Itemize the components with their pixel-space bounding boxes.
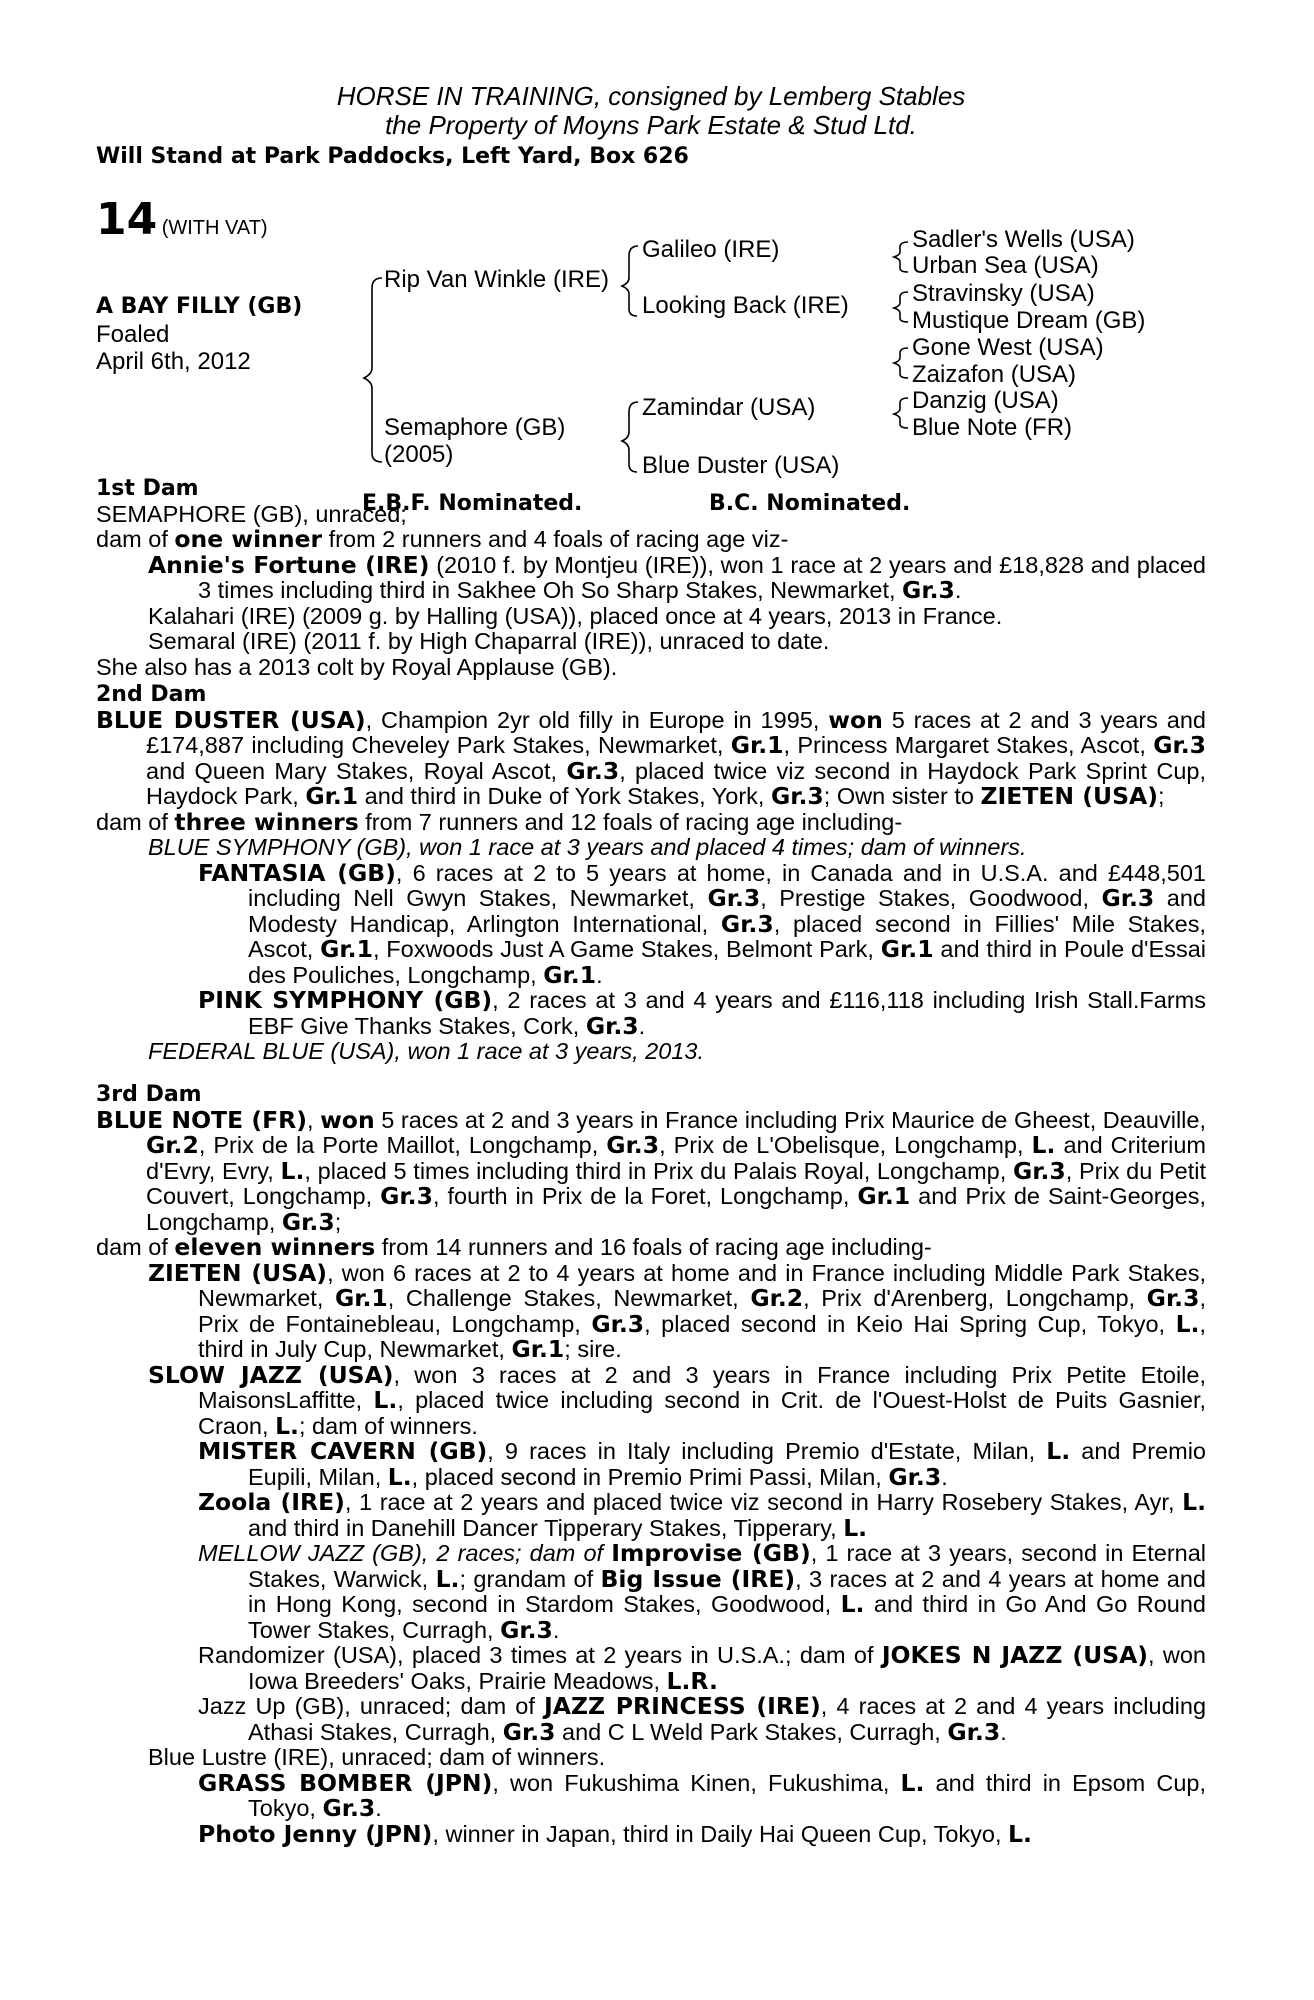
produce-zoola: Zoola (IRE), 1 race at 2 years and placed twice viz second in Harry Rosebery Stakes, Ayr, L. and third in Danehill Dancer Tipperary Stakes, Tipperary, L. — [198, 1488, 1206, 1542]
produce-blue-lustre: Blue Lustre (IRE), unraced; dam of winners. — [148, 1744, 606, 1770]
produce-2013-colt: She also has a 2013 colt by Royal Applause (GB). — [96, 653, 618, 680]
second-dam-record: BLUE DUSTER (USA), Champion 2yr old filly in Europe in 1995, won 5 races at 2 and 3 years and £174,887 including Cheveley Park Stakes, Newmarket, Gr.1, Princess Margaret Stakes, Ascot, Gr.3 and Queen Mary Stakes, Royal Ascot, Gr.3, placed twice viz second in Haydock Park Sprint Cup, Haydock Park, Gr.1 and third in Duke of York Stakes, York, Gr.3; Own sister to ZIETEN (USA); — [96, 705, 1206, 810]
vat-note: (WITH VAT) — [161, 217, 268, 239]
header-line-2: the Property of Moyns Park Estate & Stud Ltd. — [385, 110, 917, 140]
third-dam-produce-summary: dam of eleven winners from 14 runners and 16 foals of racing age including- — [96, 1233, 932, 1261]
bracket-zamindar — [894, 348, 908, 378]
catalogue-page — [96, 81, 1207, 1848]
foaled-date: April 6th, 2012 — [96, 348, 251, 375]
dam-year: (2005) — [384, 441, 454, 468]
bracket-dam-parents — [622, 402, 638, 472]
third-dam-record: BLUE NOTE (FR), won 5 races at 2 and 3 years in France including Prix Maurice de Gheest, Deauville, Gr.2, Prix de la Porte Maillot, Longchamp, Gr.3, Prix de L'Obelisque, Longchamp, L. and Criterium d'Evry, Evry, L., placed 5 times including third in Prix du Palais Royal, Longchamp, Gr.3, Prix du Petit Couvert, Longchamp, Gr.3, fourth in Prix de la Foret, Longchamp, Gr.1 and Prix de Saint-Georges, Longchamp, Gr.3; — [96, 1105, 1206, 1236]
produce-federal-blue: FEDERAL BLUE (USA), won 1 race at 3 years, 2013. — [148, 1038, 704, 1064]
ebf-nominated: E.B.F. Nominated. — [362, 491, 583, 516]
produce-pink-symphony: PINK SYMPHONY (GB), 2 races at 3 and 4 years and £116,118 including Irish Stall.Farms EBF Give Thanks Stakes, Cork, Gr.3. — [198, 986, 1206, 1040]
produce-jazz-up: Jazz Up (GB), unraced; dam of JAZZ PRINCESS (IRE), 4 races at 2 and 4 years including Athasi Stakes, Curragh, Gr.3 and C L Weld Park Stakes, Curragh, Gr.3. — [198, 1692, 1207, 1746]
produce-mellow-jazz: MELLOW JAZZ (GB), 2 races; dam of Improvise (GB), 1 race at 3 years, second in Eternal Stakes, Warwick, L.; grandam of Big Issue (IRE), 3 races at 2 and 4 years at home and in Hong Kong, second in Stardom Stakes, Goodwood, L. and third in Go And Go Round Tower Stakes, Curragh, Gr.3. — [198, 1539, 1207, 1644]
sire-dam: Looking Back (IRE) — [642, 292, 849, 319]
produce-semaral: Semaral (IRE) (2011 f. by High Chaparral (IRE)), unraced to date. — [148, 628, 830, 654]
produce-mister-cavern: MISTER CAVERN (GB), 9 races in Italy including Premio d'Estate, Milan, L. and Premio Eupili, Milan, L., placed second in Premio Primi Passi, Milan, Gr.3. — [198, 1437, 1206, 1491]
bc-nominated: B.C. Nominated. — [709, 491, 911, 516]
bracket-sire-parents — [622, 246, 638, 316]
first-dam-heading: 1st Dam — [96, 476, 199, 501]
bracket-parents — [364, 278, 382, 462]
produce-fantasia: FANTASIA (GB), 6 races at 2 to 5 years at home, in Canada and in U.S.A. and £448,501 including Nell Gwyn Stakes, Newmarket, Gr.3, Prestige Stakes, Goodwood, Gr.3 and Modesty Handicap, Arlington International, Gr.3, placed second in Fillies' Mile Stakes, Ascot, Gr.1, Foxwoods Just A Game Stakes, Belmont Park, Gr.1 and third in Poule d'Essai des Pouliches, Longchamp, Gr.1. — [198, 858, 1207, 989]
sire: Rip Van Winkle (IRE) — [384, 266, 609, 293]
bracket-looking-back — [894, 292, 908, 322]
bracket-blue-duster — [894, 398, 908, 428]
second-dam-section — [96, 682, 1206, 1065]
produce-zieten: ZIETEN (USA), won 6 races at 2 to 4 years at home and in France including Middle Park Stakes, Newmarket, Gr.1, Challenge Stakes, Newmarket, Gr.2, Prix d'Arenberg, Longchamp, Gr.3, Prix de Fontainebleau, Longchamp, Gr.3, placed second in Keio Hai Spring Cup, Tokyo, L., third in July Cup, Newmarket, Gr.1; sire. — [148, 1258, 1207, 1363]
dam: Semaphore (GB) — [384, 414, 566, 441]
produce-grass-bomber: GRASS BOMBER (JPN), won Fukushima Kinen, Fukushima, L. and third in Epsom Cup, Tokyo, Gr.3. — [198, 1768, 1206, 1822]
third-dam-heading: 3rd Dam — [96, 1082, 202, 1107]
foaled-label: Foaled — [96, 321, 170, 348]
first-dam-name: SEMAPHORE (GB), unraced; — [96, 500, 407, 527]
produce-photo-jenny: Photo Jenny (JPN), winner in Japan, third in Daily Hai Queen Cup, Tokyo, L. — [198, 1819, 1032, 1848]
produce-kalahari: Kalahari (IRE) (2009 g. by Halling (USA)), placed once at 4 years, 2013 in France. — [148, 602, 1003, 629]
sire-sire-dam: Urban Sea (USA) — [912, 252, 1099, 279]
sire-dam-dam: Mustique Dream (GB) — [912, 307, 1146, 334]
dam-dam-sire: Danzig (USA) — [912, 387, 1059, 414]
produce-slow-jazz: SLOW JAZZ (USA), won 3 races at 2 and 3 years in France including Prix Petite Etoile, MaisonsLaffitte, L., placed twice including second in Crit. de l'Ouest-Holst de Puits Gasnier, Craon, L.; dam of winners. — [148, 1360, 1207, 1440]
dam-sire-sire: Gone West (USA) — [912, 334, 1104, 361]
first-dam-section — [96, 476, 1206, 680]
sire-sire: Galileo (IRE) — [642, 236, 780, 263]
dam-dam-dam: Blue Note (FR) — [912, 414, 1073, 441]
pedigree-block — [96, 162, 1226, 522]
produce-annies-fortune: Annie's Fortune (IRE) (2010 f. by Montjeu (IRE)), won 1 race at 2 years and £18,828 and placed 3 times including third in Sakhee Oh So Sharp Stakes, Newmarket, Gr.3. — [148, 550, 1206, 604]
dam-dam: Blue Duster (USA) — [642, 452, 840, 479]
dam-sire: Zamindar (USA) — [642, 394, 816, 421]
bracket-galileo — [894, 242, 908, 272]
dam-sire-dam: Zaizafon (USA) — [912, 361, 1077, 388]
second-dam-produce-summary: dam of three winners from 7 runners and 12 foals of racing age including- — [96, 807, 903, 836]
lot-number: 14 — [96, 194, 158, 245]
consignment-header — [96, 82, 1206, 140]
first-dam-produce-summary: dam of one winner from 2 runners and 4 foals of racing age viz- — [96, 525, 789, 553]
produce-blue-symphony: BLUE SYMPHONY (GB), won 1 race at 3 years and placed 4 times; dam of winners. — [148, 834, 1027, 860]
third-dam-section — [96, 1082, 1206, 1847]
stand-location: Will Stand at Park Paddocks, Left Yard, Box 626 — [96, 144, 689, 169]
lot-name: A BAY FILLY (GB) — [96, 294, 303, 319]
header-line-1: HORSE IN TRAINING, consigned by Lemberg Stables — [336, 81, 966, 111]
sire-sire-sire: Sadler's Wells (USA) — [912, 226, 1135, 253]
produce-randomizer: Randomizer (USA), placed 3 times at 2 years in U.S.A.; dam of JOKES N JAZZ (USA), won Iowa Breeders' Oaks, Prairie Meadows, L.R. — [198, 1641, 1207, 1695]
second-dam-heading: 2nd Dam — [96, 682, 207, 707]
sire-dam-sire: Stravinsky (USA) — [912, 280, 1095, 307]
